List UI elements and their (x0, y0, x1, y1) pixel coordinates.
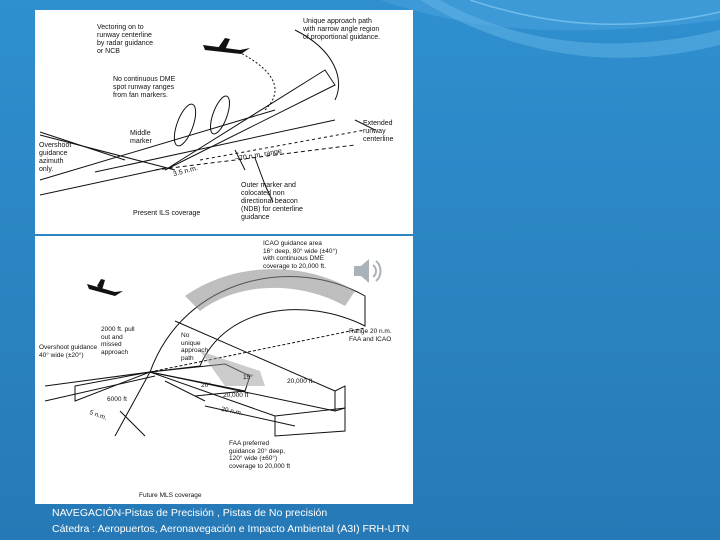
icao-area-label: ICAO guidance area 16° deep, 80° wide (±40°) with continuous DME coverage to 20,000 ft. (263, 240, 338, 270)
range-35-label: 3.5 n.m. (172, 164, 199, 179)
deg-20-label: 20° (201, 382, 211, 389)
ft-6000-label: 6000 ft (107, 396, 127, 403)
mls-overshoot-label: Overshoot guidance 40° wide (±20°) (39, 344, 98, 359)
ft-20000-a-label: 20,000 ft. (287, 378, 315, 385)
faa-preferred-label: FAA preferred guidance 20° deep, 120° wide (±60°) coverage to 20,000 ft (229, 440, 291, 470)
nm-20-label: 20 n.m. (220, 405, 244, 418)
no-unique-label: No unique approach path (181, 332, 209, 362)
range-70-label: ~70 n.m. range (234, 147, 283, 164)
footer-line-2: Cátedra : Aeropuertos, Aeronavegación e Impacto Ambiental (A3I) FRH-UTN (52, 523, 410, 535)
overshoot-label: Overshoot guidance azimuth only. (39, 142, 72, 173)
ils-coverage-drawing (35, 10, 413, 234)
deg-15-label: 15° (243, 374, 253, 381)
ft-20000-b-label: 20,000 ft (223, 392, 249, 399)
footer-line-1: NAVEGACIÓN-Pistas de Precisión , Pistas de No precisión (52, 507, 328, 519)
no-dme-label: No continuous DME spot runway ranges from fan markers. (113, 76, 176, 99)
unique-path-label: Unique approach path with narrow angle region of proportional guidance. (303, 18, 381, 41)
nm-5-label: 5 n.m. (88, 409, 108, 422)
extended-centerline-label: Extended runway centerline (363, 120, 394, 143)
mls-caption: Future MLS coverage (139, 492, 202, 499)
speaker-icon[interactable] (350, 253, 386, 289)
pullout-label: 2000 ft. pull out and missed approach (101, 326, 135, 356)
outer-marker-label: Outer marker and colocated non directional beacon (NDB) for centerline guidance (241, 182, 303, 221)
middle-marker-label: Middle marker (130, 130, 152, 145)
vectoring-label: Vectoring on to runway centerline by radar guidance or NCB (97, 24, 154, 55)
range-20-label: Range 20 n.m. FAA and ICAO (349, 328, 392, 343)
ils-coverage-diagram (35, 10, 413, 234)
ils-caption: Present ILS coverage (133, 210, 201, 217)
